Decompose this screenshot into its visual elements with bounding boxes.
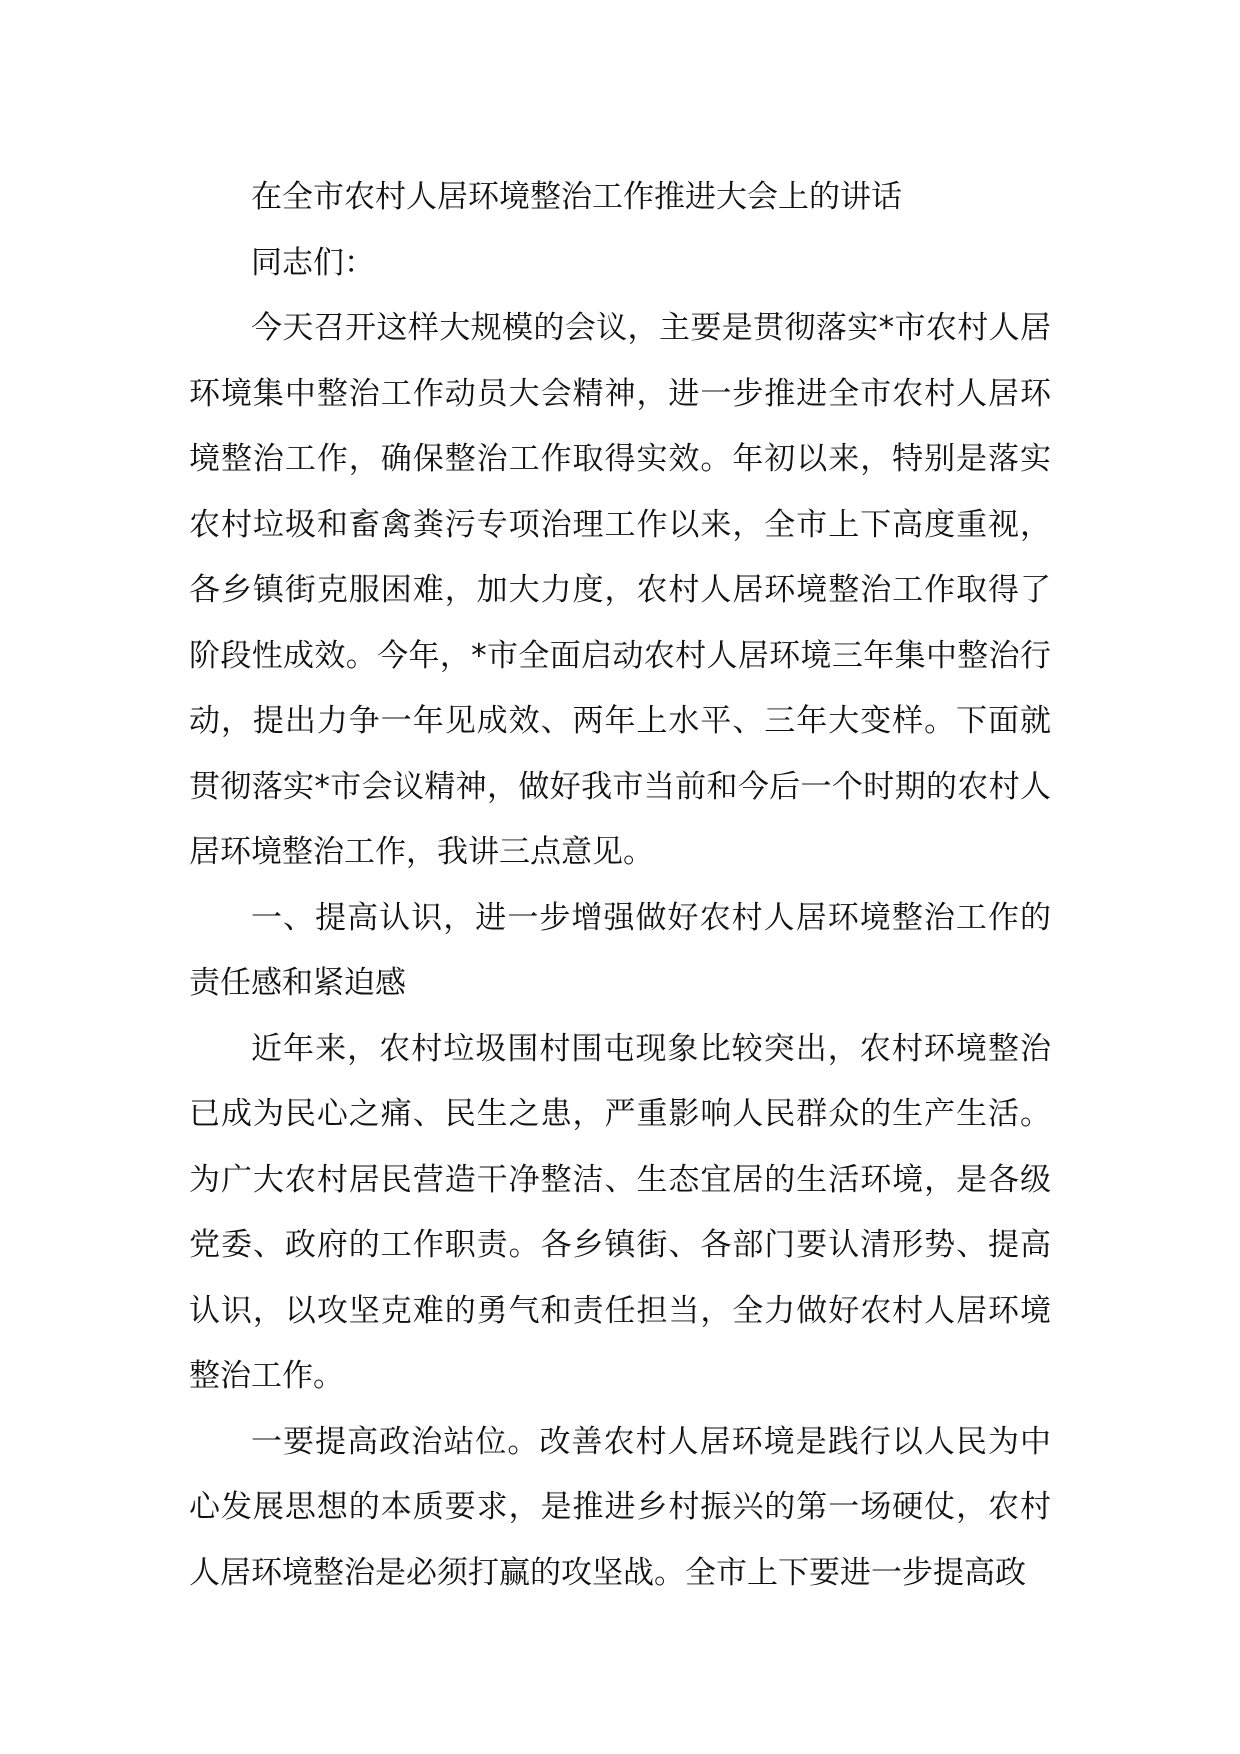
paragraph-section-1: 近年来，农村垃圾围村围屯现象比较突出，农村环境整治已成为民心之痛、民生之患，严重影响人民群众的生产生活。为广大农村居民营造干净整洁、生态宜居的生活环境，是各级党委、政府的工作职责。各乡镇街、各部门要认清形势、提高认识，以攻坚克难的勇气和责任担当，全力做好农村人居环境整治工作。: [189, 1030, 1051, 1394]
document-title: 在全市农村人居环境整治工作推进大会上的讲话: [251, 179, 902, 215]
salutation: 同志们：: [251, 244, 375, 281]
paragraph-intro: 今天召开这样大规模的会议，主要是贯彻落实*市农村人居环境集中整治工作动员大会精神，进一步推进全市农村人居环境整治工作，确保整治工作取得实效。年初以来，特别是落实农村垃圾和畜禽粪污专项治理工作以来，全市上下高度重视，各乡镇街克服困难，加大力度，农村人居环境整治工作取得了阶段性成效。今年，*市全面启动农村人居环境三年集中整治行动，提出力争一年见成效、两年上水平、三年大变样。下面就贯彻落实*市会议精神，做好我市当前和今后一个时期的农村人居环境整治工作，我讲三点意见。: [189, 310, 1051, 870]
paragraph-point-1: 一要提高政治站位。改善农村人居环境是践行以人民为中心发展思想的本质要求，是推进乡村振兴的第一场硬仗，农村人居环境整治是必须打赢的攻坚战。全市上下要进一步提高政: [189, 1423, 1051, 1591]
document-body: [189, 165, 1051, 1606]
section-heading-1: 一、提高认识，进一步增强做好农村人居环境整治工作的责任感和紧迫感: [189, 899, 1051, 1001]
